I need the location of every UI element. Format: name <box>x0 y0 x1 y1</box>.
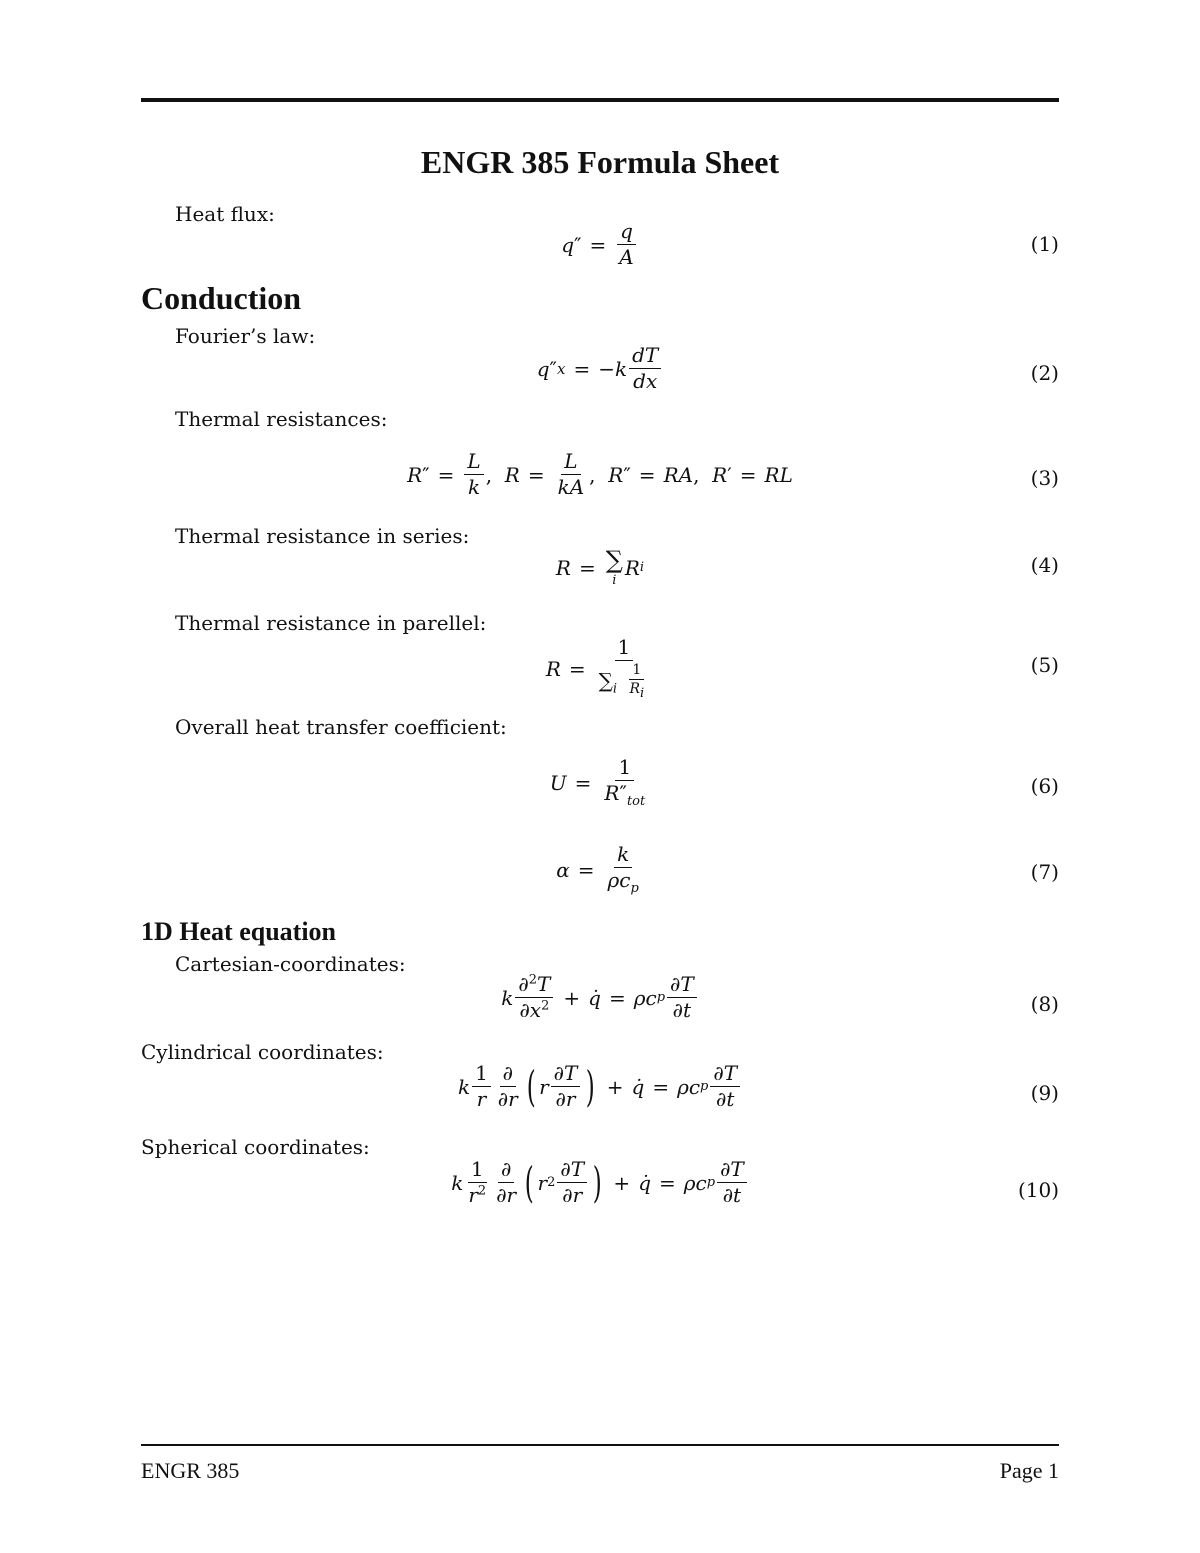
equation-number-8: (8) <box>1030 992 1059 1016</box>
equation-number-6: (6) <box>1030 774 1059 798</box>
fourier-law-label: Fourier’s law: <box>175 324 316 348</box>
page-title: ENGR 385 Formula Sheet <box>420 144 780 180</box>
equation-2: q ″ x = − k $\frac{dT}{dx}$ <box>0 344 1200 393</box>
equation-number-7: (7) <box>1030 860 1059 884</box>
equation-number-3: (3) <box>1030 466 1059 490</box>
equation-6: U = $\frac{1}{R''_{tot}}$ <box>549 755 646 809</box>
section-heading-conduction: Conduction <box>141 280 302 316</box>
parallel-resistance-label: Thermal resistance in parellel: <box>175 611 487 635</box>
equation-7: α = $\frac{k}{\rho c_p}$ <box>556 842 639 896</box>
footer-rule <box>141 1444 1059 1446</box>
heat-flux-label: Heat flux: <box>175 202 275 226</box>
thermal-resistances-label: Thermal resistances: <box>175 407 388 431</box>
footer-page-number: Page 1 <box>999 1458 1059 1483</box>
equation-10: k $\frac{1}{r^2}$ $\frac{\partial}{\partial r}$ ( r 2 $\frac{\partial T}{\partial r}$ ) + q̇ = ρc p $\frac{\partial T}{\partial t}$ <box>0 1158 1200 1207</box>
equation-3: R ″ = $\frac{L}{k}$ , R = $\frac{L}{kA}$ , R ″ = RA , R ′ = RL <box>407 449 793 499</box>
cylindrical-label: Cylindrical coordinates: <box>141 1040 384 1064</box>
equation-number-9: (9) <box>1030 1081 1059 1105</box>
equation-number-2: (2) <box>1030 361 1059 385</box>
footer-course: ENGR 385 <box>141 1458 240 1483</box>
header-rule <box>141 98 1059 102</box>
equation-number-4: (4) <box>1030 553 1059 577</box>
equation-number-5: (5) <box>1030 653 1059 677</box>
equation-8: k $\frac{\partial^2T}{\partial x^2}$ + q̇ = ρc p $\frac{\partial T}{\partial t}$ <box>0 973 1200 1022</box>
cartesian-label: Cartesian-coordinates: <box>175 952 406 976</box>
equation-9: k $\frac{1}{r}$ $\frac{\partial}{\partial r}$ ( r $\frac{\partial T}{\partial r}$ ) + q̇ = ρc p $\frac{\partial T}{\partial t}$ <box>0 1062 1200 1111</box>
spherical-label: Spherical coordinates: <box>141 1135 370 1159</box>
series-resistance-label: Thermal resistance in series: <box>175 524 470 548</box>
equation-4: R = ∑ i R i <box>555 546 645 588</box>
equation-number-10: (10) <box>1017 1178 1059 1202</box>
equation-1: q ″ = $\frac{q}{A}$ <box>0 220 1200 269</box>
equation-number-1: (1) <box>1030 232 1059 256</box>
equation-5: R = 1 $\sum_i$ $\frac{1}{Ri}$ <box>545 635 645 701</box>
overall-coefficient-label: Overall heat transfer coefficient: <box>175 715 507 739</box>
section-heading-heat-equation: 1D Heat equation <box>141 917 336 946</box>
